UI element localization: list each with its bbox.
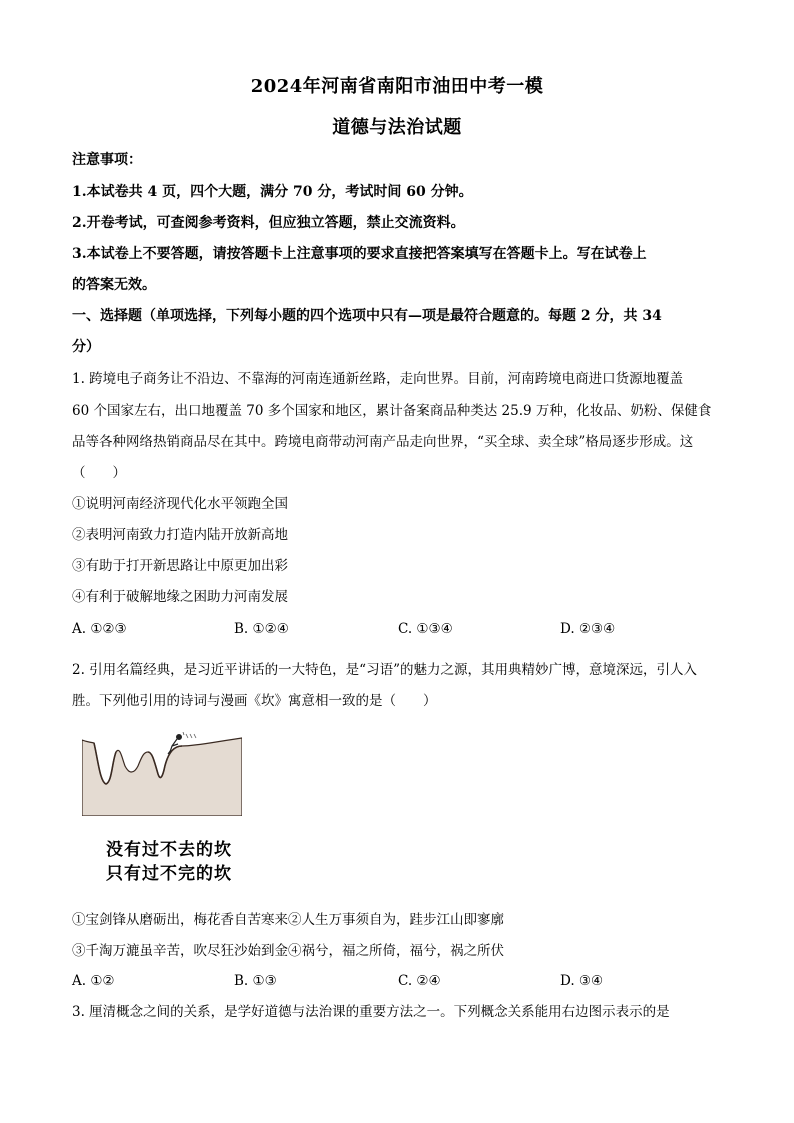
question-3-text: 3. 厘清概念之间的关系，是学好道德与法治课的重要方法之一。下列概念关系能用右边图示表示的是	[72, 1004, 670, 1020]
question-1-option-a[interactable]: A. ①②③	[72, 621, 127, 637]
exam-subtitle: 道德与法治试题	[332, 117, 462, 138]
question-2-statement: ③千淘万漉虽辛苦，吹尽狂沙始到金④祸兮，福之所倚，福兮，祸之所伏	[72, 943, 504, 959]
question-2-text: 胜。下列他引用的诗词与漫画《坎》寓意相一致的是（ ）	[72, 693, 437, 709]
notice-item: 2.开卷考试，可查阅参考资料，但应独立答题，禁止交流资料。	[72, 215, 465, 231]
comic-caption-line: 只有过不完的坎	[106, 864, 232, 884]
question-1-option-c[interactable]: C. ①③④	[398, 621, 453, 637]
notice-item: 的答案无效。	[72, 277, 156, 293]
question-1-option-d[interactable]: D. ②③④	[560, 621, 616, 637]
notice-item: 3.本试卷上不要答题，请按答题卡上注意事项的要求直接把答案填写在答题卡上。写在试卷上	[72, 246, 647, 262]
section-heading: 一、选择题（单项选择，下列每小题的四个选项中只有—项是最符合题意的。每题 2 分，共 34	[72, 308, 662, 324]
question-2-option-b[interactable]: B. ①③	[234, 973, 277, 989]
question-1-text: 1. 跨境电子商务让不沿边、不靠海的河南连通新丝路，走向世界。目前，河南跨境电商进口货源地覆盖	[72, 371, 684, 387]
question-1-blank: （ ）	[72, 465, 126, 481]
question-1-text: 品等各种网络热销商品尽在其中。跨境电商带动河南产品走向世界，“买全球、卖全球”格局逐步形成。这	[72, 434, 694, 450]
question-1-statement: ②表明河南致力打造内陆开放新高地	[72, 527, 288, 543]
question-1-option-b[interactable]: B. ①②④	[234, 621, 289, 637]
comic-caption-line: 没有过不去的坎	[106, 840, 232, 860]
notice-heading: 注意事项：	[72, 152, 142, 168]
question-2-option-a[interactable]: A. ①②	[72, 973, 115, 989]
question-2-option-d[interactable]: D. ③④	[560, 973, 604, 989]
question-2-statement: ①宝剑锋从磨砺出，梅花香自苦寒来②人生万事须自为，跬步江山即寥廓	[72, 912, 504, 928]
notice-item: 1.本试卷共 4 页，四个大题，满分 70 分，考试时间 60 分钟。	[72, 184, 473, 200]
question-1-statement: ①说明河南经济现代化水平领跑全国	[72, 496, 288, 512]
exam-title: 2024年河南省南阳市油田中考一模	[250, 76, 544, 97]
comic-caption	[106, 838, 286, 886]
comic-illustration	[82, 732, 242, 816]
question-1-statement: ④有利于破解地缘之困助力河南发展	[72, 589, 288, 605]
question-1-text: 60 个国家左右，出口地覆盖 70 多个国家和地区，累计备案商品种类达 25.9 万种，化妆品、奶粉、保健食	[72, 403, 712, 419]
question-2-text: 2. 引用名篇经典，是习近平讲话的一大特色，是“习语”的魅力之源，其用典精妙广博，意境深远，引人入	[72, 662, 697, 678]
question-2-option-c[interactable]: C. ②④	[398, 973, 441, 989]
section-heading-cont: 分）	[72, 339, 100, 355]
question-1-statement: ③有助于打开新思路让中原更加出彩	[72, 558, 288, 574]
